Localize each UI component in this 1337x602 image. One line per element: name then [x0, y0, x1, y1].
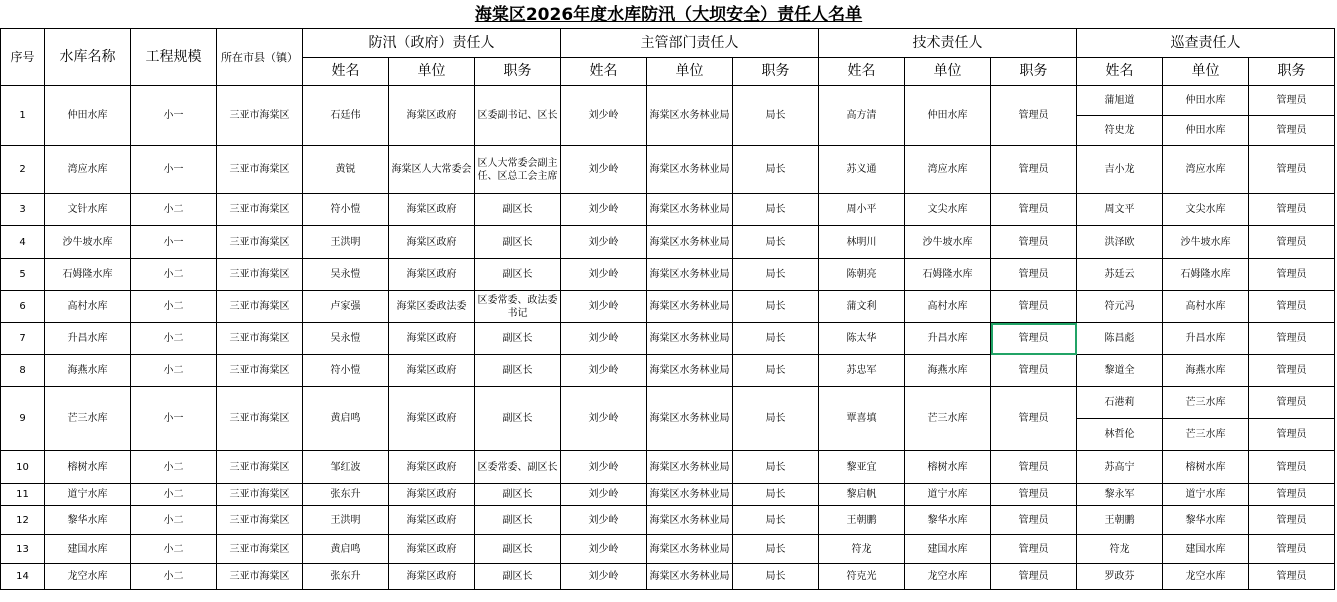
cell-reservoir[interactable]: 建国水库	[45, 535, 131, 564]
cell-dept-unit[interactable]: 海棠区水务林业局	[647, 146, 733, 194]
cell-flood-position[interactable]: 副区长	[475, 323, 561, 355]
cell-dept-name[interactable]: 刘少岭	[561, 451, 647, 484]
table-row	[1, 387, 1335, 419]
cell-patrol-name[interactable]: 蒲旭道	[1077, 86, 1163, 116]
cell-dept-position[interactable]: 局长	[733, 506, 819, 535]
header-dept-position[interactable]: 职务	[733, 58, 819, 86]
cell-reservoir[interactable]: 道宁水库	[45, 484, 131, 506]
cell-index[interactable]: 7	[1, 323, 45, 355]
cell-patrol-name[interactable]: 石港莉	[1077, 387, 1163, 419]
cell-tech-name[interactable]: 符龙	[819, 535, 905, 564]
cell-flood-name[interactable]: 符小愷	[303, 355, 389, 387]
cell-flood-name[interactable]: 吴永愷	[303, 323, 389, 355]
cell-scale[interactable]: 小二	[131, 259, 217, 291]
cell-location[interactable]: 三亚市海棠区	[217, 291, 303, 323]
cell-tech-unit[interactable]: 升昌水库	[905, 323, 991, 355]
cell-dept-unit[interactable]: 海棠区水务林业局	[647, 535, 733, 564]
cell-reservoir[interactable]: 湾应水库	[45, 146, 131, 194]
cell-patrol-position[interactable]: 管理员	[1249, 86, 1335, 116]
cell-patrol-position[interactable]: 管理员	[1249, 194, 1335, 226]
cell-flood-unit[interactable]: 海棠区人大常委会	[389, 146, 475, 194]
cell-reservoir[interactable]: 石姆隆水库	[45, 259, 131, 291]
header-tech-group[interactable]: 技术责任人	[819, 29, 1077, 58]
cell-scale[interactable]: 小二	[131, 451, 217, 484]
cell-flood-position[interactable]: 副区长	[475, 194, 561, 226]
cell-dept-name[interactable]: 刘少岭	[561, 291, 647, 323]
cell-tech-unit[interactable]: 海燕水库	[905, 355, 991, 387]
header-tech-unit[interactable]: 单位	[905, 58, 991, 86]
header-tech-name[interactable]: 姓名	[819, 58, 905, 86]
cell-patrol-name[interactable]: 吉小龙	[1077, 146, 1163, 194]
cell-tech-unit[interactable]: 高村水库	[905, 291, 991, 323]
cell-tech-position[interactable]: 管理员	[991, 506, 1077, 535]
cell-flood-position[interactable]: 副区长	[475, 535, 561, 564]
cell-patrol-name[interactable]: 陈昌彪	[1077, 323, 1163, 355]
cell-flood-name[interactable]: 张东升	[303, 564, 389, 590]
table-row	[1, 194, 1335, 226]
cell-dept-position[interactable]: 局长	[733, 194, 819, 226]
cell-tech-name[interactable]: 覃喜填	[819, 387, 905, 451]
cell-flood-unit[interactable]: 海棠区政府	[389, 506, 475, 535]
cell-tech-name[interactable]: 高方清	[819, 86, 905, 146]
cell-dept-position[interactable]: 局长	[733, 355, 819, 387]
header-reservoir[interactable]: 水库名称	[45, 29, 131, 86]
cell-patrol-unit[interactable]: 石姆隆水库	[1163, 259, 1249, 291]
cell-dept-unit[interactable]: 海棠区水务林业局	[647, 564, 733, 590]
header-dept-name[interactable]: 姓名	[561, 58, 647, 86]
cell-flood-position[interactable]: 区委常委、政法委书记	[475, 291, 561, 323]
cell-patrol-position[interactable]: 管理员	[1249, 535, 1335, 564]
table-row	[1, 259, 1335, 291]
header-tech-position[interactable]: 职务	[991, 58, 1077, 86]
header-location[interactable]: 所在市县（镇）	[217, 29, 303, 86]
cell-tech-position[interactable]: 管理员	[991, 355, 1077, 387]
cell-tech-name[interactable]: 王朝鹏	[819, 506, 905, 535]
title-row	[0, 0, 1337, 28]
cell-flood-name[interactable]: 张东升	[303, 484, 389, 506]
cell-patrol-position[interactable]: 管理员	[1249, 506, 1335, 535]
cell-patrol-unit[interactable]: 建国水库	[1163, 535, 1249, 564]
cell-patrol-unit[interactable]: 榕树水库	[1163, 451, 1249, 484]
cell-flood-name[interactable]: 吴永愷	[303, 259, 389, 291]
cell-reservoir[interactable]: 芒三水库	[45, 387, 131, 451]
cell-patrol-name[interactable]: 苏廷云	[1077, 259, 1163, 291]
header-patrol-position[interactable]: 职务	[1249, 58, 1335, 86]
cell-reservoir[interactable]: 文针水库	[45, 194, 131, 226]
cell-tech-unit[interactable]: 建国水库	[905, 535, 991, 564]
cell-scale[interactable]: 小二	[131, 291, 217, 323]
cell-dept-name[interactable]: 刘少岭	[561, 387, 647, 451]
cell-location[interactable]: 三亚市海棠区	[217, 535, 303, 564]
cell-patrol-unit[interactable]: 芒三水库	[1163, 387, 1249, 419]
cell-scale[interactable]: 小二	[131, 355, 217, 387]
cell-dept-position[interactable]: 局长	[733, 259, 819, 291]
cell-flood-unit[interactable]: 海棠区政府	[389, 259, 475, 291]
table-row	[1, 323, 1335, 355]
table-row	[1, 451, 1335, 484]
page-title[interactable]: 海棠区2026年度水库防汛（大坝安全）责任人名单	[474, 5, 863, 25]
cell-dept-position[interactable]: 局长	[733, 291, 819, 323]
cell-flood-unit[interactable]: 海棠区政府	[389, 535, 475, 564]
cell-location[interactable]: 三亚市海棠区	[217, 506, 303, 535]
cell-patrol-unit[interactable]: 升昌水库	[1163, 323, 1249, 355]
cell-tech-name[interactable]: 蒲文利	[819, 291, 905, 323]
cell-location[interactable]: 三亚市海棠区	[217, 194, 303, 226]
cell-patrol-name[interactable]: 符元冯	[1077, 291, 1163, 323]
cell-patrol-name[interactable]: 王朝鹏	[1077, 506, 1163, 535]
cell-patrol-name[interactable]: 符史龙	[1077, 116, 1163, 146]
cell-index[interactable]: 6	[1, 291, 45, 323]
cell-index[interactable]: 12	[1, 506, 45, 535]
cell-index[interactable]: 2	[1, 146, 45, 194]
cell-reservoir[interactable]: 海燕水库	[45, 355, 131, 387]
cell-flood-unit[interactable]: 海棠区政府	[389, 86, 475, 146]
cell-dept-name[interactable]: 刘少岭	[561, 259, 647, 291]
cell-dept-name[interactable]: 刘少岭	[561, 506, 647, 535]
cell-flood-position[interactable]: 副区长	[475, 355, 561, 387]
cell-patrol-unit[interactable]: 黎华水库	[1163, 506, 1249, 535]
cell-location[interactable]: 三亚市海棠区	[217, 451, 303, 484]
cell-tech-name[interactable]: 陈朝亮	[819, 259, 905, 291]
cell-tech-position[interactable]: 管理员	[991, 535, 1077, 564]
cell-tech-position[interactable]: 管理员	[991, 484, 1077, 506]
cell-dept-position[interactable]: 局长	[733, 535, 819, 564]
cell-patrol-unit[interactable]: 高村水库	[1163, 291, 1249, 323]
cell-scale[interactable]: 小一	[131, 86, 217, 146]
cell-dept-position[interactable]: 局长	[733, 484, 819, 506]
cell-dept-unit[interactable]: 海棠区水务林业局	[647, 323, 733, 355]
cell-flood-name[interactable]: 王洪明	[303, 506, 389, 535]
cell-flood-position[interactable]: 区人大常委会副主任、区总工会主席	[475, 146, 561, 194]
table-row	[1, 564, 1335, 590]
cell-flood-unit[interactable]: 海棠区政府	[389, 564, 475, 590]
table-row	[1, 86, 1335, 116]
cell-location[interactable]: 三亚市海棠区	[217, 146, 303, 194]
cell-tech-unit[interactable]: 道宁水库	[905, 484, 991, 506]
cell-index[interactable]: 4	[1, 226, 45, 259]
cell-tech-name[interactable]: 周小平	[819, 194, 905, 226]
cell-location[interactable]: 三亚市海棠区	[217, 355, 303, 387]
cell-tech-position[interactable]: 管理员	[991, 291, 1077, 323]
cell-flood-unit[interactable]: 海棠区政府	[389, 323, 475, 355]
cell-dept-unit[interactable]: 海棠区水务林业局	[647, 387, 733, 451]
cell-flood-unit[interactable]: 海棠区政府	[389, 194, 475, 226]
cell-patrol-unit[interactable]: 仲田水库	[1163, 116, 1249, 146]
cell-flood-name[interactable]: 邹红波	[303, 451, 389, 484]
cell-scale[interactable]: 小一	[131, 226, 217, 259]
cell-reservoir[interactable]: 榕树水库	[45, 451, 131, 484]
cell-dept-position[interactable]: 局长	[733, 323, 819, 355]
cell-location[interactable]: 三亚市海棠区	[217, 86, 303, 146]
cell-dept-unit[interactable]: 海棠区水务林业局	[647, 506, 733, 535]
cell-dept-unit[interactable]: 海棠区水务林业局	[647, 226, 733, 259]
header-index[interactable]: 序号	[1, 29, 45, 86]
table-row	[1, 355, 1335, 387]
cell-patrol-name[interactable]: 黎道全	[1077, 355, 1163, 387]
cell-scale[interactable]: 小二	[131, 323, 217, 355]
cell-patrol-unit[interactable]: 湾应水库	[1163, 146, 1249, 194]
cell-dept-name[interactable]: 刘少岭	[561, 484, 647, 506]
cell-tech-position[interactable]: 管理员	[991, 86, 1077, 146]
table-row	[1, 146, 1335, 194]
cell-patrol-position[interactable]: 管理员	[1249, 291, 1335, 323]
cell-flood-unit[interactable]: 海棠区政府	[389, 387, 475, 451]
cell-flood-name[interactable]: 卢家强	[303, 291, 389, 323]
cell-dept-position[interactable]: 局长	[733, 146, 819, 194]
cell-dept-position[interactable]: 局长	[733, 564, 819, 590]
cell-flood-position[interactable]: 区委常委、副区长	[475, 451, 561, 484]
cell-flood-name[interactable]: 黄锐	[303, 146, 389, 194]
header-dept-unit[interactable]: 单位	[647, 58, 733, 86]
cell-dept-name[interactable]: 刘少岭	[561, 194, 647, 226]
cell-patrol-unit[interactable]: 道宁水库	[1163, 484, 1249, 506]
cell-tech-position[interactable]: 管理员	[991, 194, 1077, 226]
cell-flood-name[interactable]: 石廷伟	[303, 86, 389, 146]
cell-tech-position[interactable]: 管理员	[991, 226, 1077, 259]
header-flood-name[interactable]: 姓名	[303, 58, 389, 86]
cell-patrol-name[interactable]: 苏高宁	[1077, 451, 1163, 484]
cell-tech-name[interactable]: 黎启帆	[819, 484, 905, 506]
cell-flood-unit[interactable]: 海棠区政府	[389, 355, 475, 387]
cell-flood-position[interactable]: 副区长	[475, 484, 561, 506]
cell-reservoir[interactable]: 沙牛坡水库	[45, 226, 131, 259]
cell-patrol-position[interactable]: 管理员	[1249, 226, 1335, 259]
cell-patrol-unit[interactable]: 文尖水库	[1163, 194, 1249, 226]
cell-dept-name[interactable]: 刘少岭	[561, 355, 647, 387]
cell-patrol-unit[interactable]: 龙空水库	[1163, 564, 1249, 590]
cell-tech-position[interactable]: 管理员	[991, 146, 1077, 194]
cell-dept-name[interactable]: 刘少岭	[561, 535, 647, 564]
cell-tech-name[interactable]: 苏义通	[819, 146, 905, 194]
cell-tech-unit[interactable]: 沙牛坡水库	[905, 226, 991, 259]
cell-patrol-position[interactable]: 管理员	[1249, 451, 1335, 484]
cell-index[interactable]: 1	[1, 86, 45, 146]
cell-tech-name[interactable]: 陈太华	[819, 323, 905, 355]
cell-patrol-unit[interactable]: 芒三水库	[1163, 419, 1249, 451]
cell-patrol-unit[interactable]: 沙牛坡水库	[1163, 226, 1249, 259]
header-patrol-group[interactable]: 巡查责任人	[1077, 29, 1335, 58]
cell-flood-unit[interactable]: 海棠区委政法委	[389, 291, 475, 323]
cell-patrol-name[interactable]: 周文平	[1077, 194, 1163, 226]
cell-tech-unit[interactable]: 榕树水库	[905, 451, 991, 484]
cell-dept-position[interactable]: 局长	[733, 86, 819, 146]
cell-patrol-position[interactable]: 管理员	[1249, 116, 1335, 146]
cell-patrol-position[interactable]: 管理员	[1249, 146, 1335, 194]
header-flood-group[interactable]: 防汛（政府）责任人	[303, 29, 561, 58]
cell-tech-position[interactable]: 管理员	[991, 564, 1077, 590]
cell-index[interactable]: 3	[1, 194, 45, 226]
table-body	[1, 86, 1335, 590]
cell-dept-position[interactable]: 局长	[733, 387, 819, 451]
table-row	[1, 506, 1335, 535]
cell-index[interactable]: 5	[1, 259, 45, 291]
cell-dept-unit[interactable]: 海棠区水务林业局	[647, 451, 733, 484]
cell-dept-unit[interactable]: 海棠区水务林业局	[647, 291, 733, 323]
cell-dept-position[interactable]: 局长	[733, 226, 819, 259]
cell-location[interactable]: 三亚市海棠区	[217, 387, 303, 451]
responsibility-table	[0, 28, 1335, 590]
table-row	[1, 535, 1335, 564]
cell-flood-unit[interactable]: 海棠区政府	[389, 451, 475, 484]
cell-tech-unit[interactable]: 芒三水库	[905, 387, 991, 451]
cell-tech-unit[interactable]: 黎华水库	[905, 506, 991, 535]
cell-tech-position[interactable]: 管理员	[991, 451, 1077, 484]
cell-patrol-unit[interactable]: 仲田水库	[1163, 86, 1249, 116]
table-row	[1, 226, 1335, 259]
cell-flood-name[interactable]: 王洪明	[303, 226, 389, 259]
cell-patrol-name[interactable]: 林哲伦	[1077, 419, 1163, 451]
cell-tech-position[interactable]: 管理员	[991, 387, 1077, 451]
cell-tech-name[interactable]: 苏忠军	[819, 355, 905, 387]
cell-scale[interactable]: 小二	[131, 484, 217, 506]
cell-location[interactable]: 三亚市海棠区	[217, 323, 303, 355]
header-flood-unit[interactable]: 单位	[389, 58, 475, 86]
cell-flood-position[interactable]: 区委副书记、区长	[475, 86, 561, 146]
cell-patrol-name[interactable]: 罗政芬	[1077, 564, 1163, 590]
cell-index[interactable]: 13	[1, 535, 45, 564]
cell-dept-unit[interactable]: 海棠区水务林业局	[647, 484, 733, 506]
cell-reservoir[interactable]: 黎华水库	[45, 506, 131, 535]
header-patrol-name[interactable]: 姓名	[1077, 58, 1163, 86]
cell-location[interactable]: 三亚市海棠区	[217, 259, 303, 291]
cell-tech-name[interactable]: 林明川	[819, 226, 905, 259]
cell-flood-position[interactable]: 副区长	[475, 259, 561, 291]
cell-dept-unit[interactable]: 海棠区水务林业局	[647, 355, 733, 387]
cell-flood-unit[interactable]: 海棠区政府	[389, 226, 475, 259]
cell-patrol-position[interactable]: 管理员	[1249, 564, 1335, 590]
cell-scale[interactable]: 小一	[131, 387, 217, 451]
table-row	[1, 484, 1335, 506]
cell-patrol-position[interactable]: 管理员	[1249, 323, 1335, 355]
cell-scale[interactable]: 小二	[131, 564, 217, 590]
cell-tech-position[interactable]: 管理员	[991, 323, 1077, 355]
cell-patrol-name[interactable]: 洪泽欧	[1077, 226, 1163, 259]
cell-flood-position[interactable]: 副区长	[475, 387, 561, 451]
cell-patrol-position[interactable]: 管理员	[1249, 259, 1335, 291]
cell-patrol-unit[interactable]: 海燕水库	[1163, 355, 1249, 387]
cell-location[interactable]: 三亚市海棠区	[217, 564, 303, 590]
cell-index[interactable]: 14	[1, 564, 45, 590]
cell-scale[interactable]: 小二	[131, 506, 217, 535]
cell-flood-position[interactable]: 副区长	[475, 226, 561, 259]
cell-index[interactable]: 10	[1, 451, 45, 484]
cell-reservoir[interactable]: 仲田水库	[45, 86, 131, 146]
cell-dept-unit[interactable]: 海棠区水务林业局	[647, 86, 733, 146]
cell-index[interactable]: 9	[1, 387, 45, 451]
cell-scale[interactable]: 小二	[131, 194, 217, 226]
header-patrol-unit[interactable]: 单位	[1163, 58, 1249, 86]
cell-dept-position[interactable]: 局长	[733, 451, 819, 484]
cell-reservoir[interactable]: 龙空水库	[45, 564, 131, 590]
cell-patrol-position[interactable]: 管理员	[1249, 355, 1335, 387]
cell-flood-unit[interactable]: 海棠区政府	[389, 484, 475, 506]
cell-tech-name[interactable]: 符克光	[819, 564, 905, 590]
header-flood-position[interactable]: 职务	[475, 58, 561, 86]
cell-scale[interactable]: 小二	[131, 535, 217, 564]
cell-dept-unit[interactable]: 海棠区水务林业局	[647, 259, 733, 291]
cell-tech-unit[interactable]: 龙空水库	[905, 564, 991, 590]
cell-dept-name[interactable]: 刘少岭	[561, 564, 647, 590]
cell-patrol-position[interactable]: 管理员	[1249, 387, 1335, 419]
cell-index[interactable]: 8	[1, 355, 45, 387]
cell-scale[interactable]: 小一	[131, 146, 217, 194]
cell-tech-name[interactable]: 黎亚宜	[819, 451, 905, 484]
cell-patrol-position[interactable]: 管理员	[1249, 419, 1335, 451]
cell-reservoir[interactable]: 升昌水库	[45, 323, 131, 355]
cell-index[interactable]: 11	[1, 484, 45, 506]
cell-tech-unit[interactable]: 石姆隆水库	[905, 259, 991, 291]
cell-dept-name[interactable]: 刘少岭	[561, 86, 647, 146]
cell-patrol-name[interactable]: 符龙	[1077, 535, 1163, 564]
cell-flood-name[interactable]: 符小愷	[303, 194, 389, 226]
cell-patrol-name[interactable]: 黎永军	[1077, 484, 1163, 506]
header-scale[interactable]: 工程规模	[131, 29, 217, 86]
cell-location[interactable]: 三亚市海棠区	[217, 484, 303, 506]
cell-flood-position[interactable]: 副区长	[475, 506, 561, 535]
header-dept-group[interactable]: 主管部门责任人	[561, 29, 819, 58]
cell-flood-name[interactable]: 黄启鸣	[303, 535, 389, 564]
cell-tech-position[interactable]: 管理员	[991, 259, 1077, 291]
cell-dept-unit[interactable]: 海棠区水务林业局	[647, 194, 733, 226]
table-row	[1, 291, 1335, 323]
cell-flood-position[interactable]: 副区长	[475, 564, 561, 590]
cell-dept-name[interactable]: 刘少岭	[561, 323, 647, 355]
cell-location[interactable]: 三亚市海棠区	[217, 226, 303, 259]
cell-tech-unit[interactable]: 仲田水库	[905, 86, 991, 146]
cell-flood-name[interactable]: 黄启鸣	[303, 387, 389, 451]
cell-tech-unit[interactable]: 文尖水库	[905, 194, 991, 226]
cell-patrol-position[interactable]: 管理员	[1249, 484, 1335, 506]
cell-reservoir[interactable]: 高村水库	[45, 291, 131, 323]
cell-dept-name[interactable]: 刘少岭	[561, 146, 647, 194]
cell-dept-name[interactable]: 刘少岭	[561, 226, 647, 259]
cell-tech-unit[interactable]: 湾应水库	[905, 146, 991, 194]
